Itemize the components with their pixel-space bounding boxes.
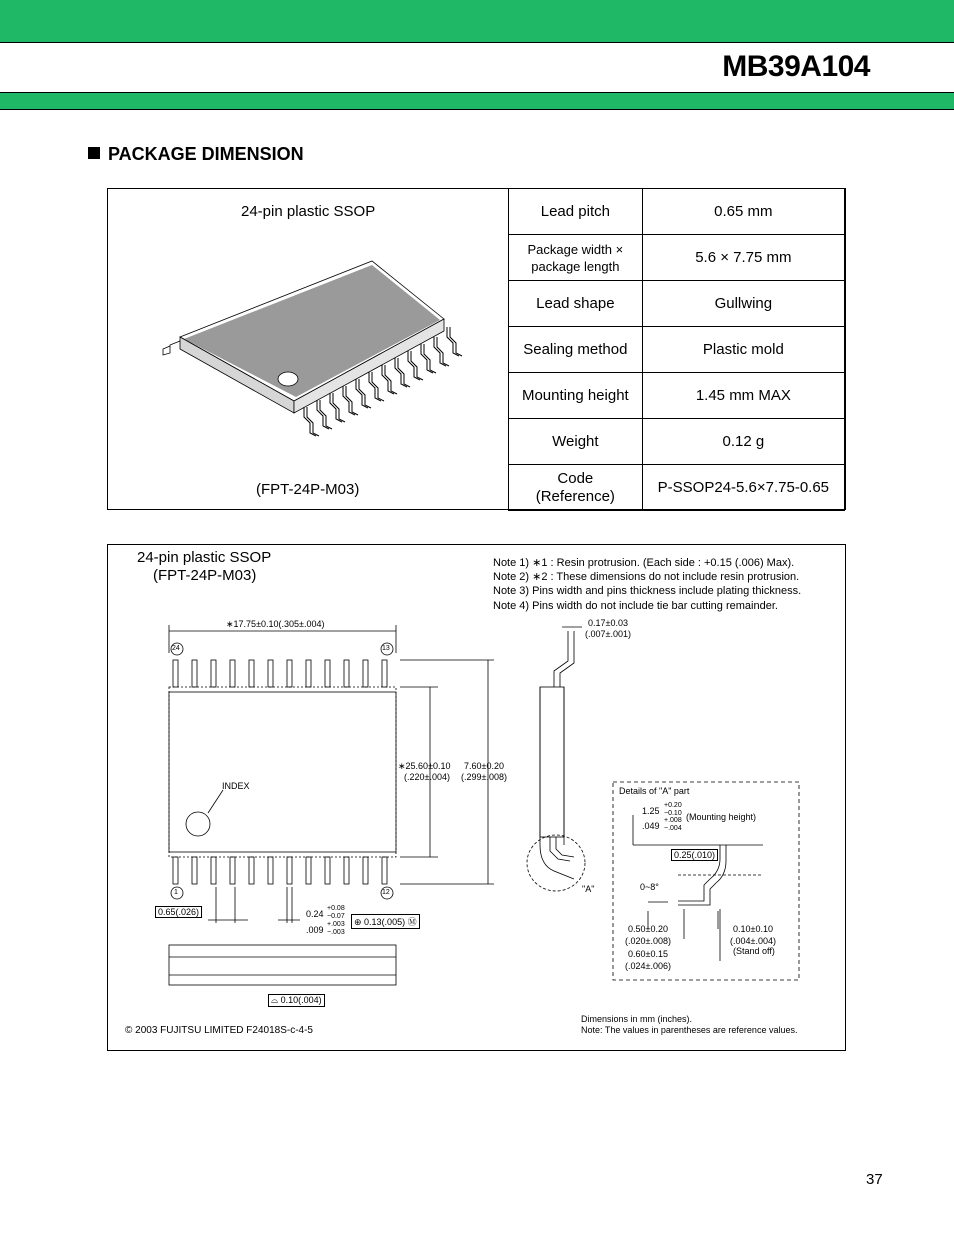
table-row: [509, 281, 845, 327]
pin-12-label: 12: [382, 889, 390, 896]
prop-label: Lead pitch: [509, 189, 643, 235]
dim-width-total-inch: (.299±.008): [461, 772, 507, 782]
note-1: Note 1) ∗1 : Resin protrusion. (Each side : +0.15 (.006) Max).: [493, 557, 795, 569]
standoff: 0.10±0.10: [733, 924, 773, 934]
table-row: [509, 419, 845, 465]
prop-value: 0.65 mm: [642, 189, 844, 235]
dim-length: ∗17.75±0.10(.305±.004): [226, 619, 325, 629]
pin-1-label: 1: [174, 889, 178, 896]
drawing-title-line2: (FPT-24P-M03): [153, 567, 257, 584]
mount-height-inch-tol-dn: −.004: [664, 825, 682, 832]
prop-label: Weight: [509, 419, 643, 465]
pin-24-label: 24: [172, 645, 180, 652]
pitch-dim: 0.65(.026): [155, 906, 202, 918]
lead-width-inch-tol-dn: −.003: [327, 929, 345, 936]
table-row: [509, 235, 845, 281]
foot-length-inch: (.020±.008): [625, 936, 671, 946]
foot-length-2-inch: (.024±.006): [625, 961, 671, 971]
flatness-icon: ⌓: [271, 995, 281, 1005]
top-view-drawing: [108, 545, 847, 1052]
lead-width-inch-tol-up: +.003: [327, 921, 345, 928]
dim-width-body: ∗25.60±0.10: [398, 761, 451, 771]
dimensions-note: Dimensions in mm (inches).: [581, 1014, 693, 1024]
index-label: INDEX: [222, 781, 250, 791]
prop-label: Lead shape: [509, 281, 643, 327]
detail-a-title: Details of "A" part: [619, 786, 690, 796]
package-code: (FPT-24P-M03): [256, 481, 360, 498]
mount-height-inch: .049: [642, 821, 660, 831]
standoff-label: (Stand off): [733, 946, 775, 956]
prop-value: 1.45 mm MAX: [642, 373, 844, 419]
package-3d-illustration: [108, 189, 508, 509]
prop-value: 5.6 × 7.75 mm: [642, 235, 844, 281]
table-row: [509, 189, 845, 235]
lead-width-tol-up: +0.08: [327, 905, 345, 912]
mount-height-inch-tol-up: +.008: [664, 817, 682, 824]
dimension-drawing-box: [107, 544, 846, 1051]
lead-thickness: 0.17±0.03: [588, 618, 628, 628]
lead-width: 0.24: [306, 909, 324, 919]
prop-label: Code (Reference): [509, 465, 643, 511]
header-bottom-bar: [0, 93, 954, 109]
mount-height-tol-dn: −0.10: [664, 810, 682, 817]
prop-value: Plastic mold: [642, 327, 844, 373]
package-properties-table: [508, 188, 845, 511]
square-bullet-icon: [88, 147, 100, 159]
section-title: PACKAGE DIMENSION: [88, 144, 304, 165]
lead-angle: 0~8°: [640, 882, 659, 892]
header-rule-top: [0, 42, 954, 43]
prop-value: P-SSOP24-5.6×7.75-0.65: [642, 465, 844, 511]
foot-length-2: 0.60±0.15: [628, 949, 668, 959]
lead-width-inch: .009: [306, 925, 324, 935]
mmc-icon: Ⓜ: [405, 917, 417, 927]
prop-label: Mounting height: [509, 373, 643, 419]
position-tolerance: ⊕ 0.13(.005) Ⓜ: [351, 914, 420, 929]
prop-value: 0.12 g: [642, 419, 844, 465]
pin-13-label: 13: [382, 645, 390, 652]
mount-height-tol-up: +0.20: [664, 802, 682, 809]
page-number: 37: [866, 1171, 883, 1188]
gauge-plane: 0.25(.010): [671, 849, 718, 861]
detail-a-ref: "A": [582, 884, 595, 894]
table-row: [509, 465, 845, 511]
header-rule-base: [0, 109, 954, 110]
drawing-title-line1: 24-pin plastic SSOP: [137, 549, 272, 566]
flatness-tolerance: ⌓ 0.10(.004): [268, 994, 325, 1007]
lead-thickness-inch: (.007±.001): [585, 629, 631, 639]
reference-note: Note: The values in parentheses are reference values.: [581, 1025, 798, 1035]
position-icon: ⊕: [354, 917, 365, 927]
lead-width-tol-dn: −0.07: [327, 913, 345, 920]
dim-width-total: 7.60±0.20: [464, 761, 504, 771]
mount-height: 1.25: [642, 806, 660, 816]
note-4: Note 4) Pins width do not include tie bar cutting remainder.: [493, 600, 778, 612]
prop-label: Sealing method: [509, 327, 643, 373]
header-top-bar: [0, 0, 954, 42]
package-name: 24-pin plastic SSOP: [241, 203, 376, 220]
dim-width-body-inch: (.220±.004): [404, 772, 450, 782]
mount-height-label: (Mounting height): [686, 812, 757, 822]
table-row: [509, 327, 845, 373]
foot-length: 0.50±0.20: [628, 924, 668, 934]
table-row: [509, 373, 845, 419]
standoff-inch: (.004±.004): [730, 936, 776, 946]
note-3: Note 3) Pins width and pins thickness include plating thickness.: [493, 585, 802, 597]
prop-value: Gullwing: [642, 281, 844, 327]
note-2: Note 2) ∗2 : These dimensions do not include resin protrusion.: [493, 571, 800, 583]
copyright: © 2003 FUJITSU LIMITED F24018S-c-4-5: [125, 1025, 313, 1036]
part-number-title: MB39A104: [722, 50, 870, 83]
prop-label: Package width × package length: [509, 235, 643, 281]
copyright-icon: ©: [125, 1025, 136, 1036]
package-spec-box: [107, 188, 846, 510]
